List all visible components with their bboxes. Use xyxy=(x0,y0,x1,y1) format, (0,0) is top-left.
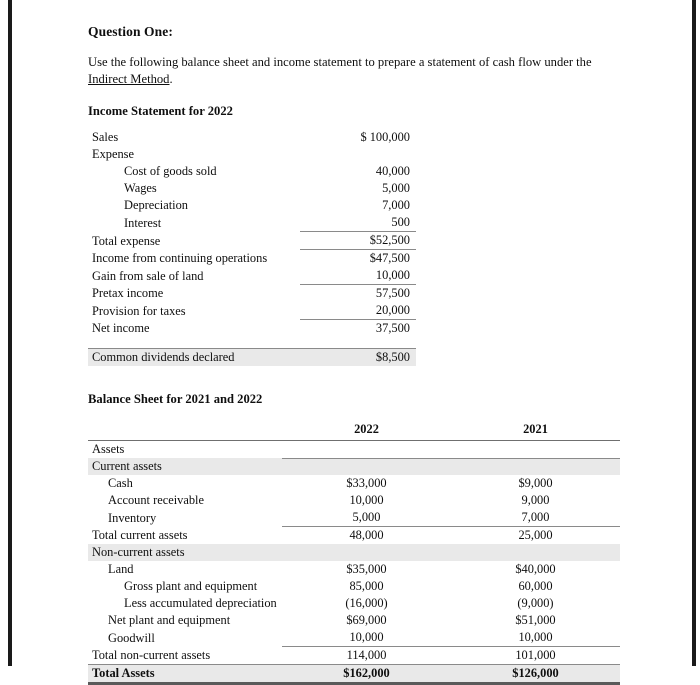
table-row xyxy=(88,509,620,527)
row-label: Goodwill xyxy=(108,630,155,645)
row-label: Current assets xyxy=(88,458,282,475)
question-prompt xyxy=(88,54,618,88)
row-value-2022: $69,000 xyxy=(346,613,387,627)
table-row-section xyxy=(88,544,620,561)
table-row xyxy=(88,302,416,320)
header-blank xyxy=(88,421,282,441)
row-label: Account receivable xyxy=(108,493,204,507)
document-content xyxy=(88,24,616,685)
table-row xyxy=(88,475,620,492)
row-label: Sales xyxy=(92,130,119,144)
row-value-2021: $126,000 xyxy=(451,665,620,684)
row-label: Provision for taxes xyxy=(92,303,186,318)
question-title: Question One: xyxy=(88,24,173,39)
row-label: Total Assets xyxy=(88,665,282,684)
prompt-text-prefix: Use the following balance sheet and income statement to prepare a statement of cash flow under the xyxy=(88,55,592,69)
table-row-section xyxy=(88,458,620,475)
row-label: Net income xyxy=(92,321,150,335)
row-value-2022: 5,000 xyxy=(352,510,381,524)
row-label: Land xyxy=(108,562,134,576)
table-row xyxy=(88,129,416,146)
row-amount: $47,500 xyxy=(300,250,416,268)
row-value-2021: 25,000 xyxy=(451,527,620,545)
column-header-2021: 2021 xyxy=(451,421,620,441)
row-value-2022: $33,000 xyxy=(346,476,387,490)
row-label: Assets xyxy=(92,442,125,456)
table-row xyxy=(88,578,620,595)
row-label: Pretax income xyxy=(92,286,164,300)
row-value-2021: $9,000 xyxy=(518,476,553,490)
income-statement-table xyxy=(88,129,416,366)
row-label: Wages xyxy=(124,181,157,195)
table-spacer xyxy=(88,337,416,349)
table-row-total xyxy=(88,665,620,684)
row-value-2021: 7,000 xyxy=(521,510,550,524)
row-label: Net plant and equipment xyxy=(108,613,231,627)
table-row xyxy=(88,629,620,647)
row-label: Gain from sale of land xyxy=(92,268,204,283)
row-amount: 10,000 xyxy=(375,268,410,282)
row-amount: $8,500 xyxy=(300,349,416,367)
row-amount: 5,000 xyxy=(382,181,410,195)
row-label: Inventory xyxy=(108,510,157,525)
row-amount: 57,500 xyxy=(300,285,416,303)
table-row xyxy=(88,146,416,163)
income-statement-title: Income Statement for 2022 xyxy=(88,104,233,118)
row-label: Income from continuing operations xyxy=(92,251,268,265)
column-header-2022: 2022 xyxy=(282,421,451,441)
table-row-subtotal xyxy=(88,527,620,545)
table-row-subtotal xyxy=(88,232,416,250)
table-row xyxy=(88,595,620,612)
row-value-2021 xyxy=(451,544,620,561)
row-value-2022: 10,000 xyxy=(349,630,384,644)
row-value-2022: 114,000 xyxy=(282,647,451,665)
prompt-text-suffix: . xyxy=(169,72,173,86)
row-label: Total non-current assets xyxy=(92,648,211,662)
balance-sheet-table xyxy=(88,421,620,685)
row-label: Less accumulated depreciation xyxy=(124,596,277,610)
row-value-2021: 101,000 xyxy=(451,647,620,665)
row-value-2021: $40,000 xyxy=(515,562,556,576)
row-value-2021 xyxy=(451,441,620,459)
row-value-2022 xyxy=(282,544,451,561)
row-label: Expense xyxy=(92,147,134,161)
row-value-2022: (16,000) xyxy=(345,596,388,610)
row-amount: $ 100,000 xyxy=(360,130,410,144)
row-value-2021 xyxy=(451,458,620,475)
table-header-row xyxy=(88,421,620,441)
row-amount: 40,000 xyxy=(375,164,410,178)
row-value-2021: (9,000) xyxy=(517,596,554,610)
row-amount xyxy=(300,146,416,163)
row-label: Interest xyxy=(124,215,162,230)
table-row-subtotal xyxy=(88,285,416,303)
row-label: Cost of goods sold xyxy=(124,164,217,178)
table-row xyxy=(88,180,416,197)
balance-sheet-title: Balance Sheet for 2021 and 2022 xyxy=(88,392,263,406)
table-row xyxy=(88,441,620,459)
row-amount: $52,500 xyxy=(300,232,416,250)
table-row-subtotal xyxy=(88,250,416,268)
row-label: Total expense xyxy=(92,233,161,248)
row-label: Gross plant and equipment xyxy=(124,579,258,593)
table-row xyxy=(88,197,416,214)
table-row xyxy=(88,561,620,578)
row-label: Depreciation xyxy=(124,198,188,212)
row-value-2022: $35,000 xyxy=(346,562,387,576)
row-value-2021: 60,000 xyxy=(518,579,553,593)
table-row xyxy=(88,492,620,509)
row-amount: 500 xyxy=(391,215,410,229)
row-value-2022: 85,000 xyxy=(349,579,384,593)
row-label: Cash xyxy=(108,476,133,490)
table-row xyxy=(88,267,416,285)
row-label: Total current assets xyxy=(92,528,188,542)
row-label: Non-current assets xyxy=(88,544,282,561)
row-value-2022: 10,000 xyxy=(349,493,384,507)
row-amount: 7,000 xyxy=(382,198,410,212)
row-amount: 20,000 xyxy=(375,303,410,317)
row-value-2021: $51,000 xyxy=(515,613,556,627)
table-row-subtotal xyxy=(88,647,620,665)
row-label: Common dividends declared xyxy=(88,349,300,367)
prompt-underlined-term: Indirect Method xyxy=(88,72,170,86)
table-row xyxy=(88,214,416,232)
row-value-2022: 48,000 xyxy=(282,527,451,545)
table-row-subtotal xyxy=(88,320,416,338)
table-row-highlighted xyxy=(88,349,416,367)
table-row xyxy=(88,612,620,629)
row-value-2022 xyxy=(282,441,451,459)
row-value-2022: $162,000 xyxy=(282,665,451,684)
row-value-2021: 9,000 xyxy=(521,493,550,507)
row-value-2021: 10,000 xyxy=(518,630,553,644)
row-value-2022 xyxy=(282,458,451,475)
table-row xyxy=(88,163,416,180)
row-amount: 37,500 xyxy=(300,320,416,338)
